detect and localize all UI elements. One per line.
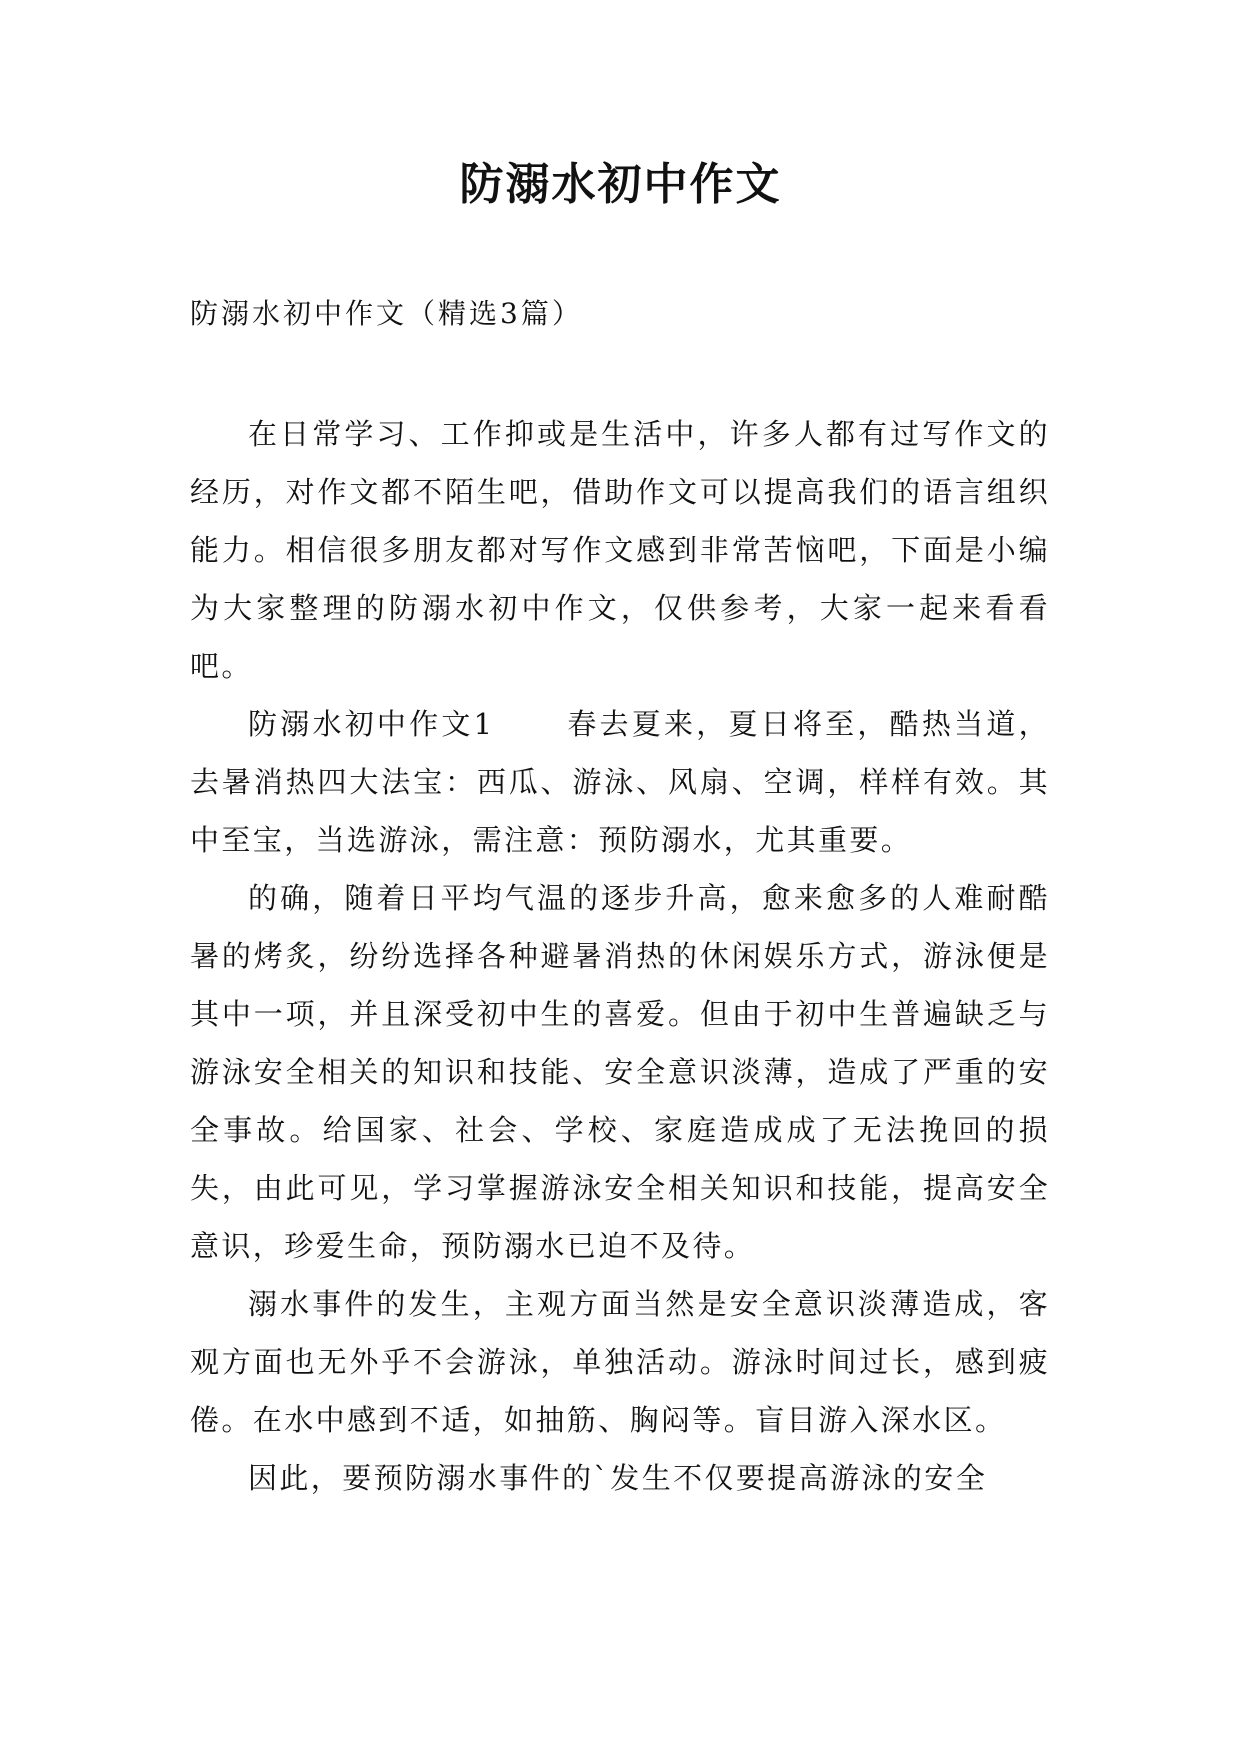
essay-1-first-paragraph — [190, 695, 1050, 869]
essay-heading: 防溺水初中作文1 — [248, 707, 495, 741]
essay-1-opening: 春去夏来，夏日将至，酷热当道，去暑消热四大法宝：西瓜、游泳、风扇、空调，样样有效。其中至宝，当选游泳，需注意：预防溺水，尤其重要。 — [190, 707, 1050, 857]
document-subtitle: 防溺水初中作文（精选3篇） — [190, 297, 583, 330]
essay-paragraph: 因此，要预防溺水事件的`发生不仅要提高游泳的安全 — [248, 1461, 988, 1495]
document-body — [190, 405, 1050, 1507]
intro-paragraph: 在日常学习、工作抑或是生活中，许多人都有过写作文的经历，对作文都不陌生吧，借助作文可以提高我们的语言组织能力。相信很多朋友都对写作文感到非常苦恼吧，下面是小编为大家整理的防溺水初中作文，仅供参考，大家一起来看看吧。 — [190, 417, 1050, 683]
essay-paragraph: 溺水事件的发生，主观方面当然是安全意识淡薄造成，客观方面也无外乎不会游泳，单独活动。游泳时间过长，感到疲倦。在水中感到不适，如抽筋、胸闷等。盲目游入深水区。 — [190, 1287, 1050, 1437]
document-title: 防溺水初中作文 — [459, 159, 782, 210]
essay-paragraph: 的确，随着日平均气温的逐步升高，愈来愈多的人难耐酷暑的烤炙，纷纷选择各种避暑消热的休闲娱乐方式，游泳便是其中一项，并且深受初中生的喜爱。但由于初中生普遍缺乏与游泳安全相关的知识和技能、安全意识淡薄，造成了严重的安全事故。给国家、社会、学校、家庭造成成了无法挽回的损失，由此可见，学习掌握游泳安全相关知识和技能，提高安全意识，珍爱生命，预防溺水已迫不及待。 — [190, 881, 1050, 1263]
